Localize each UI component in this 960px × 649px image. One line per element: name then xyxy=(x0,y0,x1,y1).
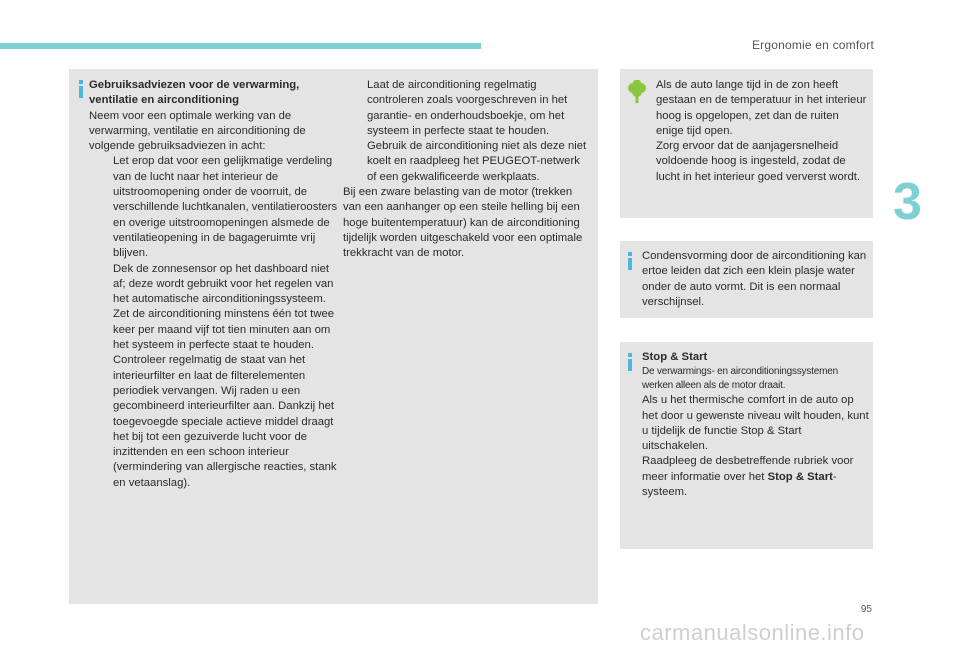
tree-icon xyxy=(627,80,647,104)
info-icon xyxy=(626,252,642,270)
eco-text-1: Als de auto lange tijd in de zon heeft gestaan en de temperatuur in het interieur hoog is opgelopen, zet dan de ruiten enige tijd open. xyxy=(656,79,867,137)
towing-paragraph: Bij een zware belasting van de motor (trekken van een aanhanger op een steile helling bij een hoge buitentemperatuur) kan de airconditioning tijdelijk worden uitgeschakeld voor een optimale trekkracht van de motor. xyxy=(343,186,583,260)
chapter-number: 3 xyxy=(893,173,922,231)
stop-start-text-2-prefix: Raadpleeg de desbetreffende rubriek voor meer informatie over het xyxy=(642,455,854,483)
condensation-text: Condensvorming door de airconditioning kan ertoe leiden dat zich een klein plasje water onder de auto vormt. Dit is een normaal verschijnsel. xyxy=(642,250,867,308)
page-number: 95 xyxy=(860,604,872,615)
eco-text-block xyxy=(656,78,868,185)
list-item xyxy=(343,139,591,185)
column-2 xyxy=(343,78,591,262)
condensation-panel xyxy=(620,241,873,318)
stop-start-heading: Stop & Start xyxy=(642,351,708,363)
list-item xyxy=(343,78,591,139)
list-item-text: Zet de airconditioning minstens één tot twee keer per maand vijf tot tien minuten aan om het systeem in perfecte staat te houden. xyxy=(113,308,335,352)
list-item xyxy=(89,262,339,308)
stop-start-text-block xyxy=(642,350,870,500)
stop-start-text-1: Als u het thermische comfort in de auto op het door u gewenste niveau wilt houden, kunt u tijdelijk de functie Stop & Start uitschakelen. xyxy=(642,394,869,453)
usage-advice-panel xyxy=(69,69,598,604)
panel-heading-line1: Gebruiksadviezen voor de verwarming, xyxy=(89,79,300,91)
stop-start-panel xyxy=(620,342,873,549)
panel-intro: Neem voor een optimale werking van de verwarming, ventilatie en airconditioning de volgende gebruiksadviezen in acht: xyxy=(89,109,306,153)
list-item xyxy=(89,307,339,353)
condensation-text-block xyxy=(642,249,868,310)
stop-start-text-2 xyxy=(642,454,870,500)
list-item-text: Let erop dat voor een gelijkmatige verdeling van de lucht naar het interieur de uitstroomopening onder de voorruit, de verschillende luchtkanalen, ventilatieroosters en overige uitstroomopeningen alsmede de ventilatieopening in de bagageruimte vrij blijven. xyxy=(113,155,338,260)
eco-tip-panel xyxy=(620,69,873,218)
column-1 xyxy=(89,78,339,491)
list-item-text: Gebruik de airconditioning niet als deze niet koelt en raadpleeg het PEUGEOT-netwerk of een gekwalificeerde werkplaats. xyxy=(367,140,587,183)
eco-text-2: Zorg ervoor dat de aanjagersnelheid voldoende hoog is ingesteld, zodat de lucht in het interieur goed ververst wordt. xyxy=(656,140,861,183)
list-item-text: Dek de zonnesensor op het dashboard niet af; deze wordt gebruikt voor het regelen van het automatische airconditioningssysteem. xyxy=(113,262,334,306)
watermark: carmanualsonline.info xyxy=(640,620,865,645)
stop-start-small-text: De verwarmings- en airconditioningssystemen werken alleen als de motor draait. xyxy=(642,366,838,392)
section-title: Ergonomie en comfort xyxy=(751,38,874,52)
list-item-text: Laat de airconditioning regelmatig controleren zoals voorgeschreven in het garantie- en onderhoudsboekje, om het systeem in perfecte staat te houden. xyxy=(367,79,568,137)
stop-start-text-2-suffix: -systeem. xyxy=(642,470,837,499)
list-item xyxy=(89,154,339,261)
info-icon xyxy=(626,353,642,371)
stop-start-text-2-bold: Stop & Start xyxy=(767,470,833,483)
panel-heading-line2: ventilatie en airconditioning xyxy=(89,94,240,107)
list-item xyxy=(89,353,339,491)
top-accent-bar xyxy=(0,43,481,49)
list-item-text: Controleer regelmatig de staat van het interieurfilter en laat de filterelementen periodiek vervangen. Wij raden u een gecombineerd interieurfilter aan. Dankzij het toegevoegde speciale actieve middel draagt het bij tot een gezuiverde lucht voor de inzittenden en een schoon interieur (vermindering van allergische reacties, stank en vetaanslag). xyxy=(113,354,337,489)
